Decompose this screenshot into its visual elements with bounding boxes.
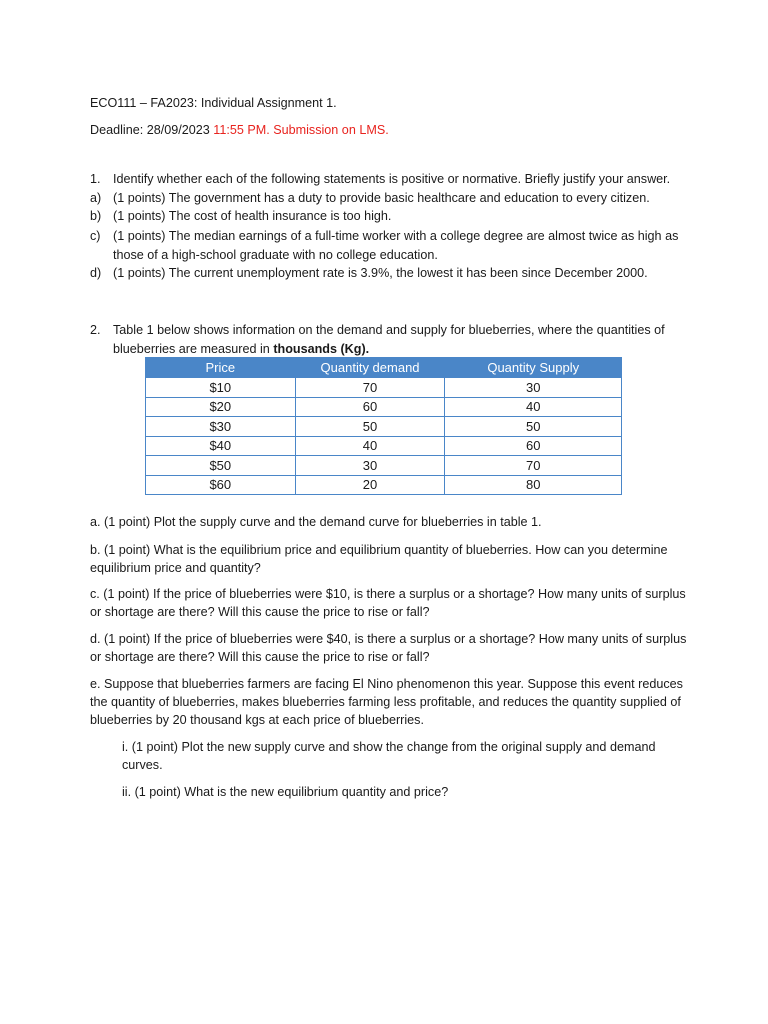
question-2-prompt-text: Table 1 below shows information on the demand and supply for blueberries, where the quantities of blueberries are measured in (113, 323, 665, 356)
blueberries-table (145, 357, 622, 495)
question-1-prompt: Identify whether each of the following statements is positive or normative. Briefly justify your answer. (113, 172, 671, 186)
cell-supply: 40 (445, 397, 622, 417)
question-2-prompt (113, 321, 685, 358)
table-row (146, 417, 622, 437)
item-label: a) (90, 190, 102, 205)
cell-demand: 30 (295, 456, 445, 476)
cell-demand: 20 (295, 475, 445, 495)
question-2-prompt-end: . (365, 341, 370, 356)
part-e-ii: ii. (1 point) What is the new equilibrium quantity and price? (122, 785, 449, 799)
header-quantity-demand: Quantity demand (295, 358, 445, 378)
cell-price: $20 (146, 397, 296, 417)
part-a: a. (1 point) Plot the supply curve and the demand curve for blueberries in table 1. (90, 515, 542, 529)
part-d: d. (1 point) If the price of blueberries were $40, is there a surplus or a shortage? How many units of surplus or shortage are there? Will this cause the price to rise or fall? (90, 632, 687, 664)
table-row (146, 378, 622, 398)
deadline-time: 11:55 PM. Submission on LMS. (209, 123, 389, 137)
item-label: d) (90, 266, 102, 280)
cell-demand: 70 (295, 378, 445, 398)
item-label: b) (90, 209, 102, 223)
question-1-number: 1. (90, 172, 101, 186)
table-header-row (146, 358, 622, 378)
cell-demand: 60 (295, 397, 445, 417)
item-text: (1 points) The cost of health insurance is too high. (113, 209, 392, 223)
item-text: (1 points) The current unemployment rate is 3.9%, the lowest it has been since December 2000. (113, 266, 648, 280)
table-row (146, 397, 622, 417)
cell-price: $60 (146, 475, 296, 495)
part-b: b. (1 point) What is the equilibrium price and equilibrium quantity of blueberries. How can you determine equilibrium price and quantity? (90, 543, 668, 575)
part-c: c. (1 point) If the price of blueberries were $10, is there a surplus or a shortage? How many units of surplus or shortage are there? Will this cause the price to rise or fall? (90, 587, 686, 619)
cell-demand: 50 (295, 417, 445, 437)
table-row (146, 456, 622, 476)
cell-supply: 50 (445, 417, 622, 437)
item-label: c) (90, 229, 101, 243)
cell-supply: 80 (445, 475, 622, 495)
cell-demand: 40 (295, 436, 445, 456)
header-price: Price (146, 358, 296, 378)
cell-price: $40 (146, 436, 296, 456)
question-2-prompt-bold: thousands (Kg) (273, 341, 366, 356)
cell-supply: 70 (445, 456, 622, 476)
cell-price: $10 (146, 378, 296, 398)
question-2-number: 2. (90, 323, 101, 337)
table-row (146, 475, 622, 495)
cell-price: $30 (146, 417, 296, 437)
part-e-i: i. (1 point) Plot the new supply curve and show the change from the original supply and demand curves. (122, 740, 656, 772)
item-text: (1 points) The median earnings of a full-time worker with a college degree are almost twice as high as those of a high-school graduate with no college education. (113, 229, 679, 262)
cell-supply: 30 (445, 378, 622, 398)
cell-price: $50 (146, 456, 296, 476)
item-text: (1 points) The government has a duty to provide basic healthcare and education to every citizen. (113, 190, 650, 205)
cell-supply: 60 (445, 436, 622, 456)
deadline-label: Deadline: 28/09/2023 (90, 123, 210, 137)
header-quantity-supply: Quantity Supply (445, 358, 622, 378)
deadline-line (90, 122, 389, 138)
table-row (146, 436, 622, 456)
assignment-title: ECO111 – FA2023: Individual Assignment 1. (90, 96, 337, 110)
part-e: e. Suppose that blueberries farmers are facing El Nino phenomenon this year. Suppose this event reduces the quantity of blueberries, makes blueberries farming less profitable, and reduces the quantity supplied of blueberries by 20 thousand kgs at each price of blueberries. (90, 677, 683, 727)
